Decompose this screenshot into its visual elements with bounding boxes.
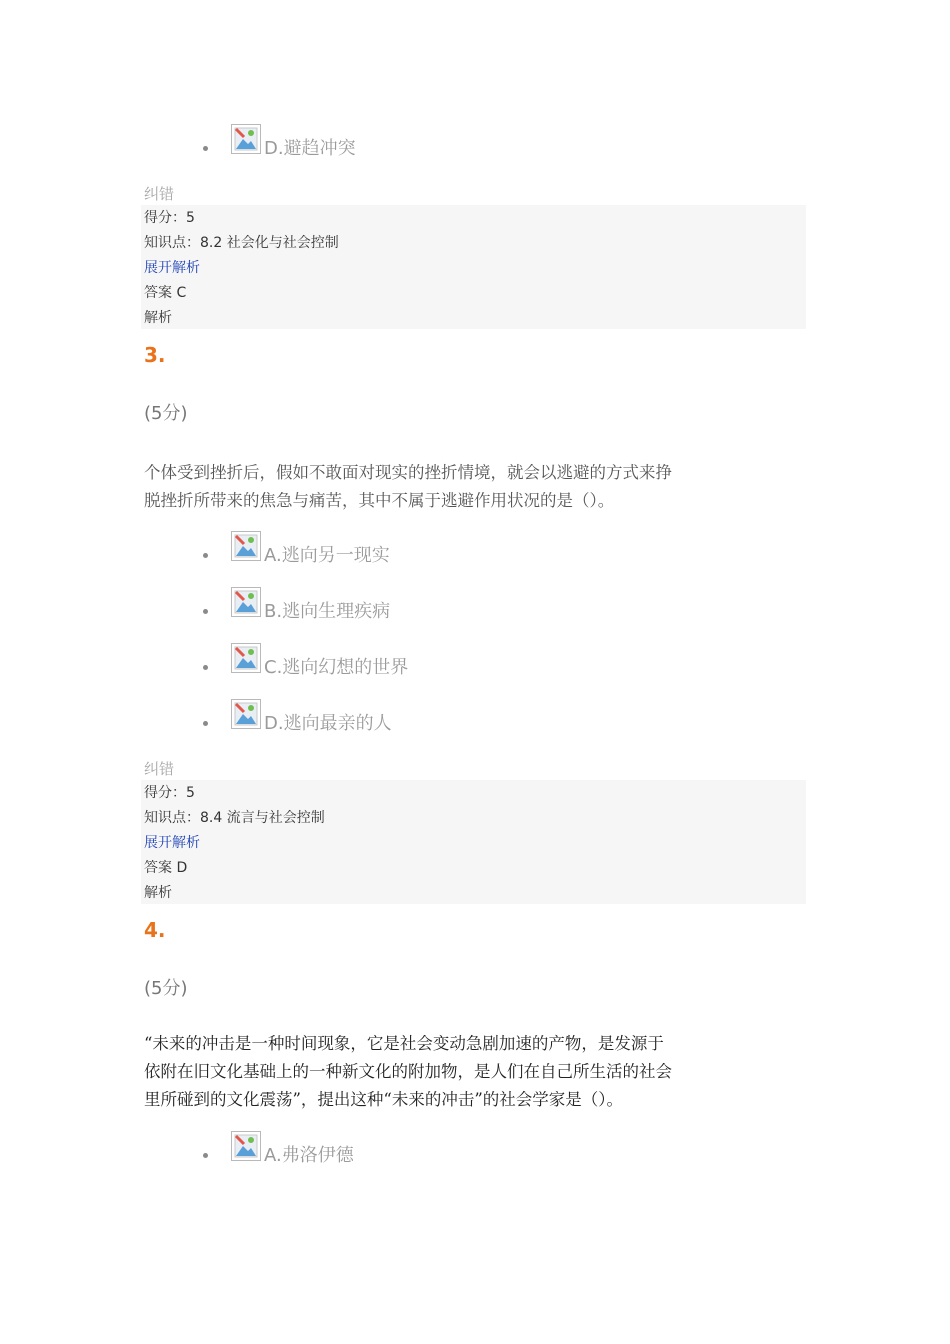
question-text-line: 脱挫折所带来的焦急与痛苦，其中不属于逃避作用状况的是（）。 <box>144 491 615 510</box>
question-points: (5分) <box>144 403 188 424</box>
score-text: 得分：5 <box>144 210 195 226</box>
question-text-line: 里所碰到的文化震荡”，提出这种“未来的冲击”的社会学家是（）。 <box>144 1090 624 1109</box>
bullet-icon <box>203 721 208 726</box>
bullet-icon <box>203 665 208 670</box>
broken-image-icon <box>231 124 261 154</box>
broken-image-icon <box>231 587 261 617</box>
bullet-icon <box>203 609 208 614</box>
broken-image-icon <box>231 643 261 673</box>
bullet-icon <box>203 1153 208 1158</box>
option-label: A.弗洛伊德 <box>264 1145 354 1166</box>
expand-analysis-link[interactable]: 展开解析 <box>144 260 200 276</box>
question-text-line: 依附在旧文化基础上的一种新文化的附加物，是人们在自己所生活的社会 <box>144 1062 672 1081</box>
question-text-line: 个体受到挫折后，假如不敢面对现实的挫折情境，就会以逃避的方式来挣 <box>144 463 672 482</box>
answer-panel <box>141 205 806 329</box>
expand-analysis-link[interactable]: 展开解析 <box>144 835 200 851</box>
option-label: C.逃向幻想的世界 <box>264 657 409 678</box>
answer-panel <box>141 780 806 904</box>
question-number: 4. <box>144 918 166 942</box>
question-number: 3. <box>144 343 166 367</box>
option-label: D.避趋冲突 <box>264 138 356 159</box>
answer-text: 答案 C <box>144 285 187 301</box>
answer-text: 答案 D <box>144 860 188 876</box>
analysis-label: 解析 <box>144 310 172 326</box>
broken-image-icon <box>231 699 261 729</box>
option-label: B.逃向生理疾病 <box>264 601 391 622</box>
question-text <box>144 1030 744 1114</box>
option-label: A.逃向另一现实 <box>264 545 390 566</box>
report-error-link[interactable]: 纠错 <box>144 185 175 203</box>
broken-image-icon <box>231 531 261 561</box>
bullet-icon <box>203 553 208 558</box>
question-points: (5分) <box>144 978 188 999</box>
knowledge-point: 知识点：8.2 社会化与社会控制 <box>144 235 339 251</box>
analysis-label: 解析 <box>144 885 172 901</box>
option-label: D.逃向最亲的人 <box>264 713 392 734</box>
bullet-icon <box>203 146 208 151</box>
score-text: 得分：5 <box>144 785 195 801</box>
broken-image-icon <box>231 1131 261 1161</box>
question-text <box>144 459 744 515</box>
report-error-link[interactable]: 纠错 <box>144 760 175 778</box>
knowledge-point: 知识点：8.4 流言与社会控制 <box>144 810 325 826</box>
question-text-line: “未来的冲击是一种时间现象，它是社会变动急剧加速的产物，是发源于 <box>144 1034 664 1053</box>
